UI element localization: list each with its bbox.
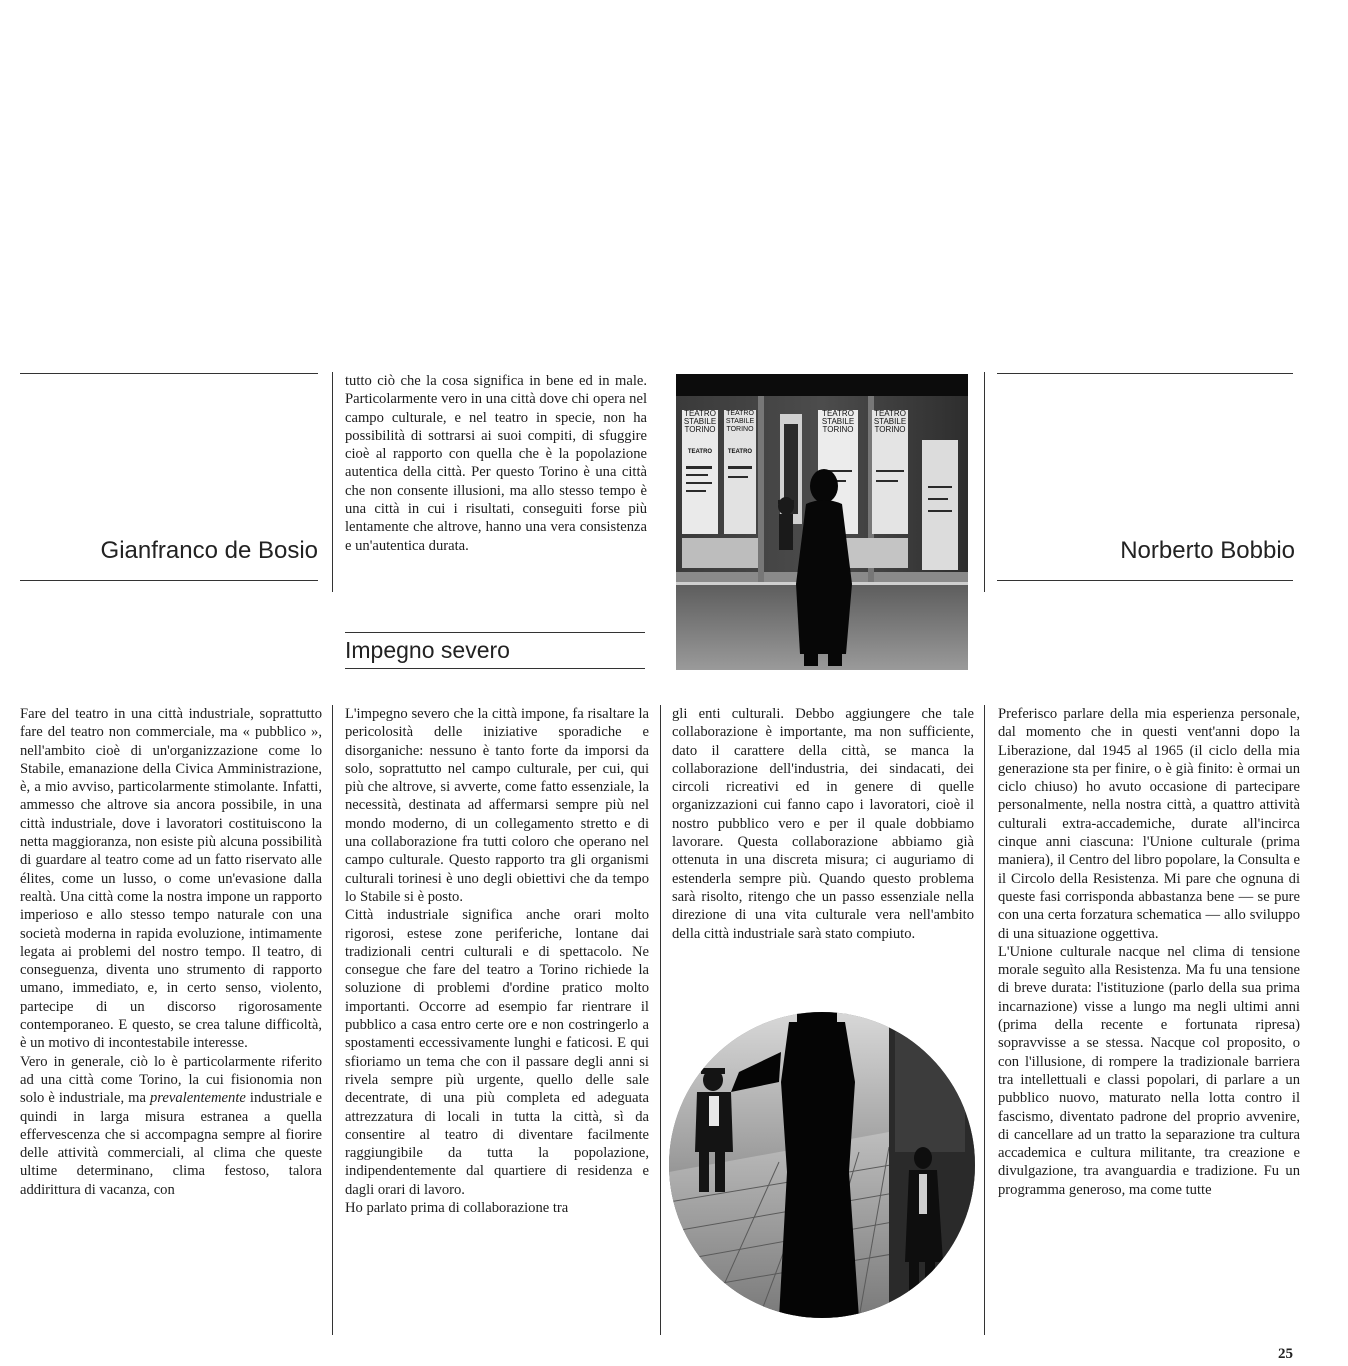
poster	[724, 410, 756, 456]
column-divider	[984, 372, 985, 592]
page-number: 25	[1278, 1346, 1293, 1362]
paragraph	[345, 372, 647, 555]
text-segment: tutto ciò che la cosa significa in bene ed in male. Particolarmente vero in una città dove chi opera nel campo culturale, e nel teatro in specie, non ha possibilità di sottrarsi ai suoi compiti, di sfuggire cioè al rapporto con quella che è la popolazione autentica della città. Per questo Torino è una città che non consente illusioni, ma allo stesso tempo è una città in cui i risultati, conseguiti forse più lentamente che altrove, hanno una vera consistenza e un'autentica durata.	[345, 373, 647, 554]
center-top-text	[345, 372, 647, 594]
section-title: Impegno severo	[345, 637, 510, 663]
text-segment: Fare del teatro in una città industriale, soprattutto fare del teatro non commerciale, ma « pubblico », nell'ambito cioè di un'organizzazione come lo Stabile, emanazione della Civica Amministrazione, è, a mio avviso, particolarmente stimolante. Infatti, ammesso che altrove sia ancora possibile, in una città industriale, dove i lavoratori costituiscono la netta maggioranza, non esiste più alcuna possibilità di guardare al teatro come ad un fatto riservato alle élites, come un lusso, o come un'evasione dalla realtà. Una città come la nostra impone un rapporto imperioso e allo stesso tempo naturale con una società moderna in rapida evoluzione, intimamente legata ai problemi del nostro tempo. Il teatro, di conseguenza, diventa uno strumento di rapporto umano, immediato, e, in certo senso, violento, partecipe di un discorso rigorosamente contemporaneo. E questo, se crea talune difficoltà, è un motivo di incontestabile interesse.	[20, 706, 322, 1052]
poster-text: TORINO	[684, 425, 716, 434]
text-segment: Città industriale significa anche orari molto rigorosi, estese zone periferiche, lontane dai tradizionali centri culturali e di spettacolo. Ne consegue che fare del teatro a Torino richiede la soluzione di problemi d'ordine pratico molto importanti. Occorre ad esempio far rientrare il pubblico a casa entro certe ore e non costringerlo a spostamenti eccessivamente lunghi e faticosi. E qui sfioriamo un tema che con il passare degli anni si rivela sempre più urgente, quello delle sale decentrate, di una più completa ed adeguata attrezzatura di locali in tutta la città, sì da consentire al teatro di diventare facilmente raggiungibile da tutta la popolazione, indipendentemente dal quartiere di residenza e dagli orari di lavoro.	[345, 907, 649, 1198]
left-top-rule	[20, 373, 318, 374]
right-top-rule	[997, 373, 1293, 374]
poster-text: TEATRO	[874, 409, 906, 418]
column-divider	[332, 372, 333, 592]
left-bottom-rule	[20, 580, 318, 581]
poster-text: STABILE	[821, 417, 855, 426]
poster-text: TEATRO	[822, 409, 854, 418]
paragraph	[998, 943, 1300, 1199]
text-segment: L'Unione culturale nacque nel clima di tensione morale seguìto alla Resistenza. Ma fu una tensione di breve durata: l'istituzione (parlo della sua prima incarnazione) visse a lungo ma negli ultimi anni (prima della recente e fortunata ripresa) sopravvisse a se stessa. Nacque col proposito, o con l'illusione, di rompere la tradizionale barriera tra intellettuali e classi popolari, di parlare a un pubblico nuovo, maturato nella lotta contro il fascismo, diventato padrone del proprio avvenire, di cancellare ad un tratto la separazione tra cultura accademica e cultura militante, tra creazione e divulgazione, tra avanguardia e tradizione. Fu un programma generoso, ma come tutte	[998, 943, 1300, 1198]
text-segment: Ho parlato prima di collaborazione tra	[345, 1200, 569, 1217]
poster-text: STABILE	[873, 417, 907, 426]
photo-stage-scene	[669, 1012, 975, 1318]
text-segment: Vero in generale, ciò lo è particolarmente riferito ad una città come Torino, la cui fisionomia non solo è industriale, ma	[20, 1053, 322, 1107]
poster-text: TEATRO	[684, 409, 716, 418]
section-bottom-rule	[345, 668, 645, 669]
paragraph	[345, 1199, 649, 1217]
right-column-text	[998, 705, 1300, 1345]
center-column-text	[345, 705, 649, 1340]
text-segment: industriale e quindi in larga misura estranea a quella effervescenza che si accompagna sempre al fiorire delle attività commerciali, al clima che queste ultime determinano, clima festoso, talora addirittura di vacanza, con	[20, 1090, 322, 1198]
column-divider	[332, 705, 333, 1335]
left-column-text	[20, 705, 322, 1335]
poster	[872, 410, 908, 434]
poster-label: TEATRO	[687, 449, 713, 455]
poster-text: TORINO	[822, 425, 854, 434]
poster	[818, 410, 858, 434]
right-bottom-rule	[997, 580, 1293, 581]
paragraph	[345, 705, 649, 906]
paragraph	[998, 705, 1300, 943]
poster-text: TEATRO	[726, 410, 754, 417]
text-segment: L'impegno severo che la città impone, fa risaltare la pericolosità delle iniziative sporadiche e disorganiche: nessuno è tanto forte da imporsi da solo, soprattutto nel campo culturale, per cui, qui più che altrove, si avverte, come fatto essenziale, la necessità, destinata ad affermarsi sempre più nel mondo moderno, di un collegamento stretto e di una collaborazione fra tutti coloro che operano nel campo culturale. Questo rapporto tra gli organismi culturali torinesi è uno degli obiettivi che da tempo lo Stabile si è posto.	[345, 706, 649, 905]
paragraph	[20, 1053, 322, 1199]
paragraph	[345, 906, 649, 1199]
column-divider	[984, 705, 985, 1335]
photo-theatre-posters	[676, 374, 968, 670]
section-top-rule	[345, 632, 645, 633]
third-column-text	[672, 705, 974, 995]
poster-text: STABILE	[683, 417, 717, 426]
author-name-right: Norberto Bobbio	[1120, 537, 1295, 564]
author-name-left: Gianfranco de Bosio	[100, 537, 318, 564]
text-segment: gli enti culturali. Debbo aggiungere che tale collaborazione è importante, ma non sufficiente, dato il carattere della città, se manca la collaborazione dell'industria, dei sindacati, dei circoli ricreativi ed in genere di quelle organizzazioni cui fanno capo i lavoratori, cioè il nostro pubblico vero e per il quale dobbiamo lavorare. Questa collaborazione abbiamo già ottenuta in una discreta misura; ci auguriamo di estenderla sempre più. Quando questo problema sarà risolto, ritengo che un passo essenziale nella direzione di una vita culturale vera nell'ambito della città industriale sarà stato compiuto.	[672, 706, 974, 942]
poster-label: TEATRO	[727, 449, 753, 455]
poster-text: STABILE	[725, 418, 755, 425]
photo-stage-scene-graphic	[669, 1012, 975, 1318]
paragraph	[20, 705, 322, 1053]
column-divider	[660, 705, 661, 1335]
poster	[682, 410, 718, 456]
text-segment: Preferisco parlare della mia esperienza personale, dal momento che in questi vent'anni dopo la Liberazione, dal 1945 al 1965 (il ciclo della mia generazione sta per finire, o è già finito: è ormai un ciclo chiuso) ho avuto occasione di partecipare personalmente, nella nostra città, a quattro attività culturali extra-accademiche, durate all'incirca cinque anni ciascuna: l'Unione culturale (prima maniera), il Centro del libro popolare, la Consulta e il Circolo della Resistenza. Mi pare che ognuna di queste fasi corrisponda abbastanza bene — se pure con una certa forzatura schematica — allo sviluppo di una situazione oggettiva.	[998, 706, 1300, 942]
italic-text-segment: prevalentemente	[149, 1090, 246, 1107]
poster-text: TORINO	[874, 425, 906, 434]
poster-text: TORINO	[726, 426, 754, 433]
paragraph	[672, 705, 974, 943]
